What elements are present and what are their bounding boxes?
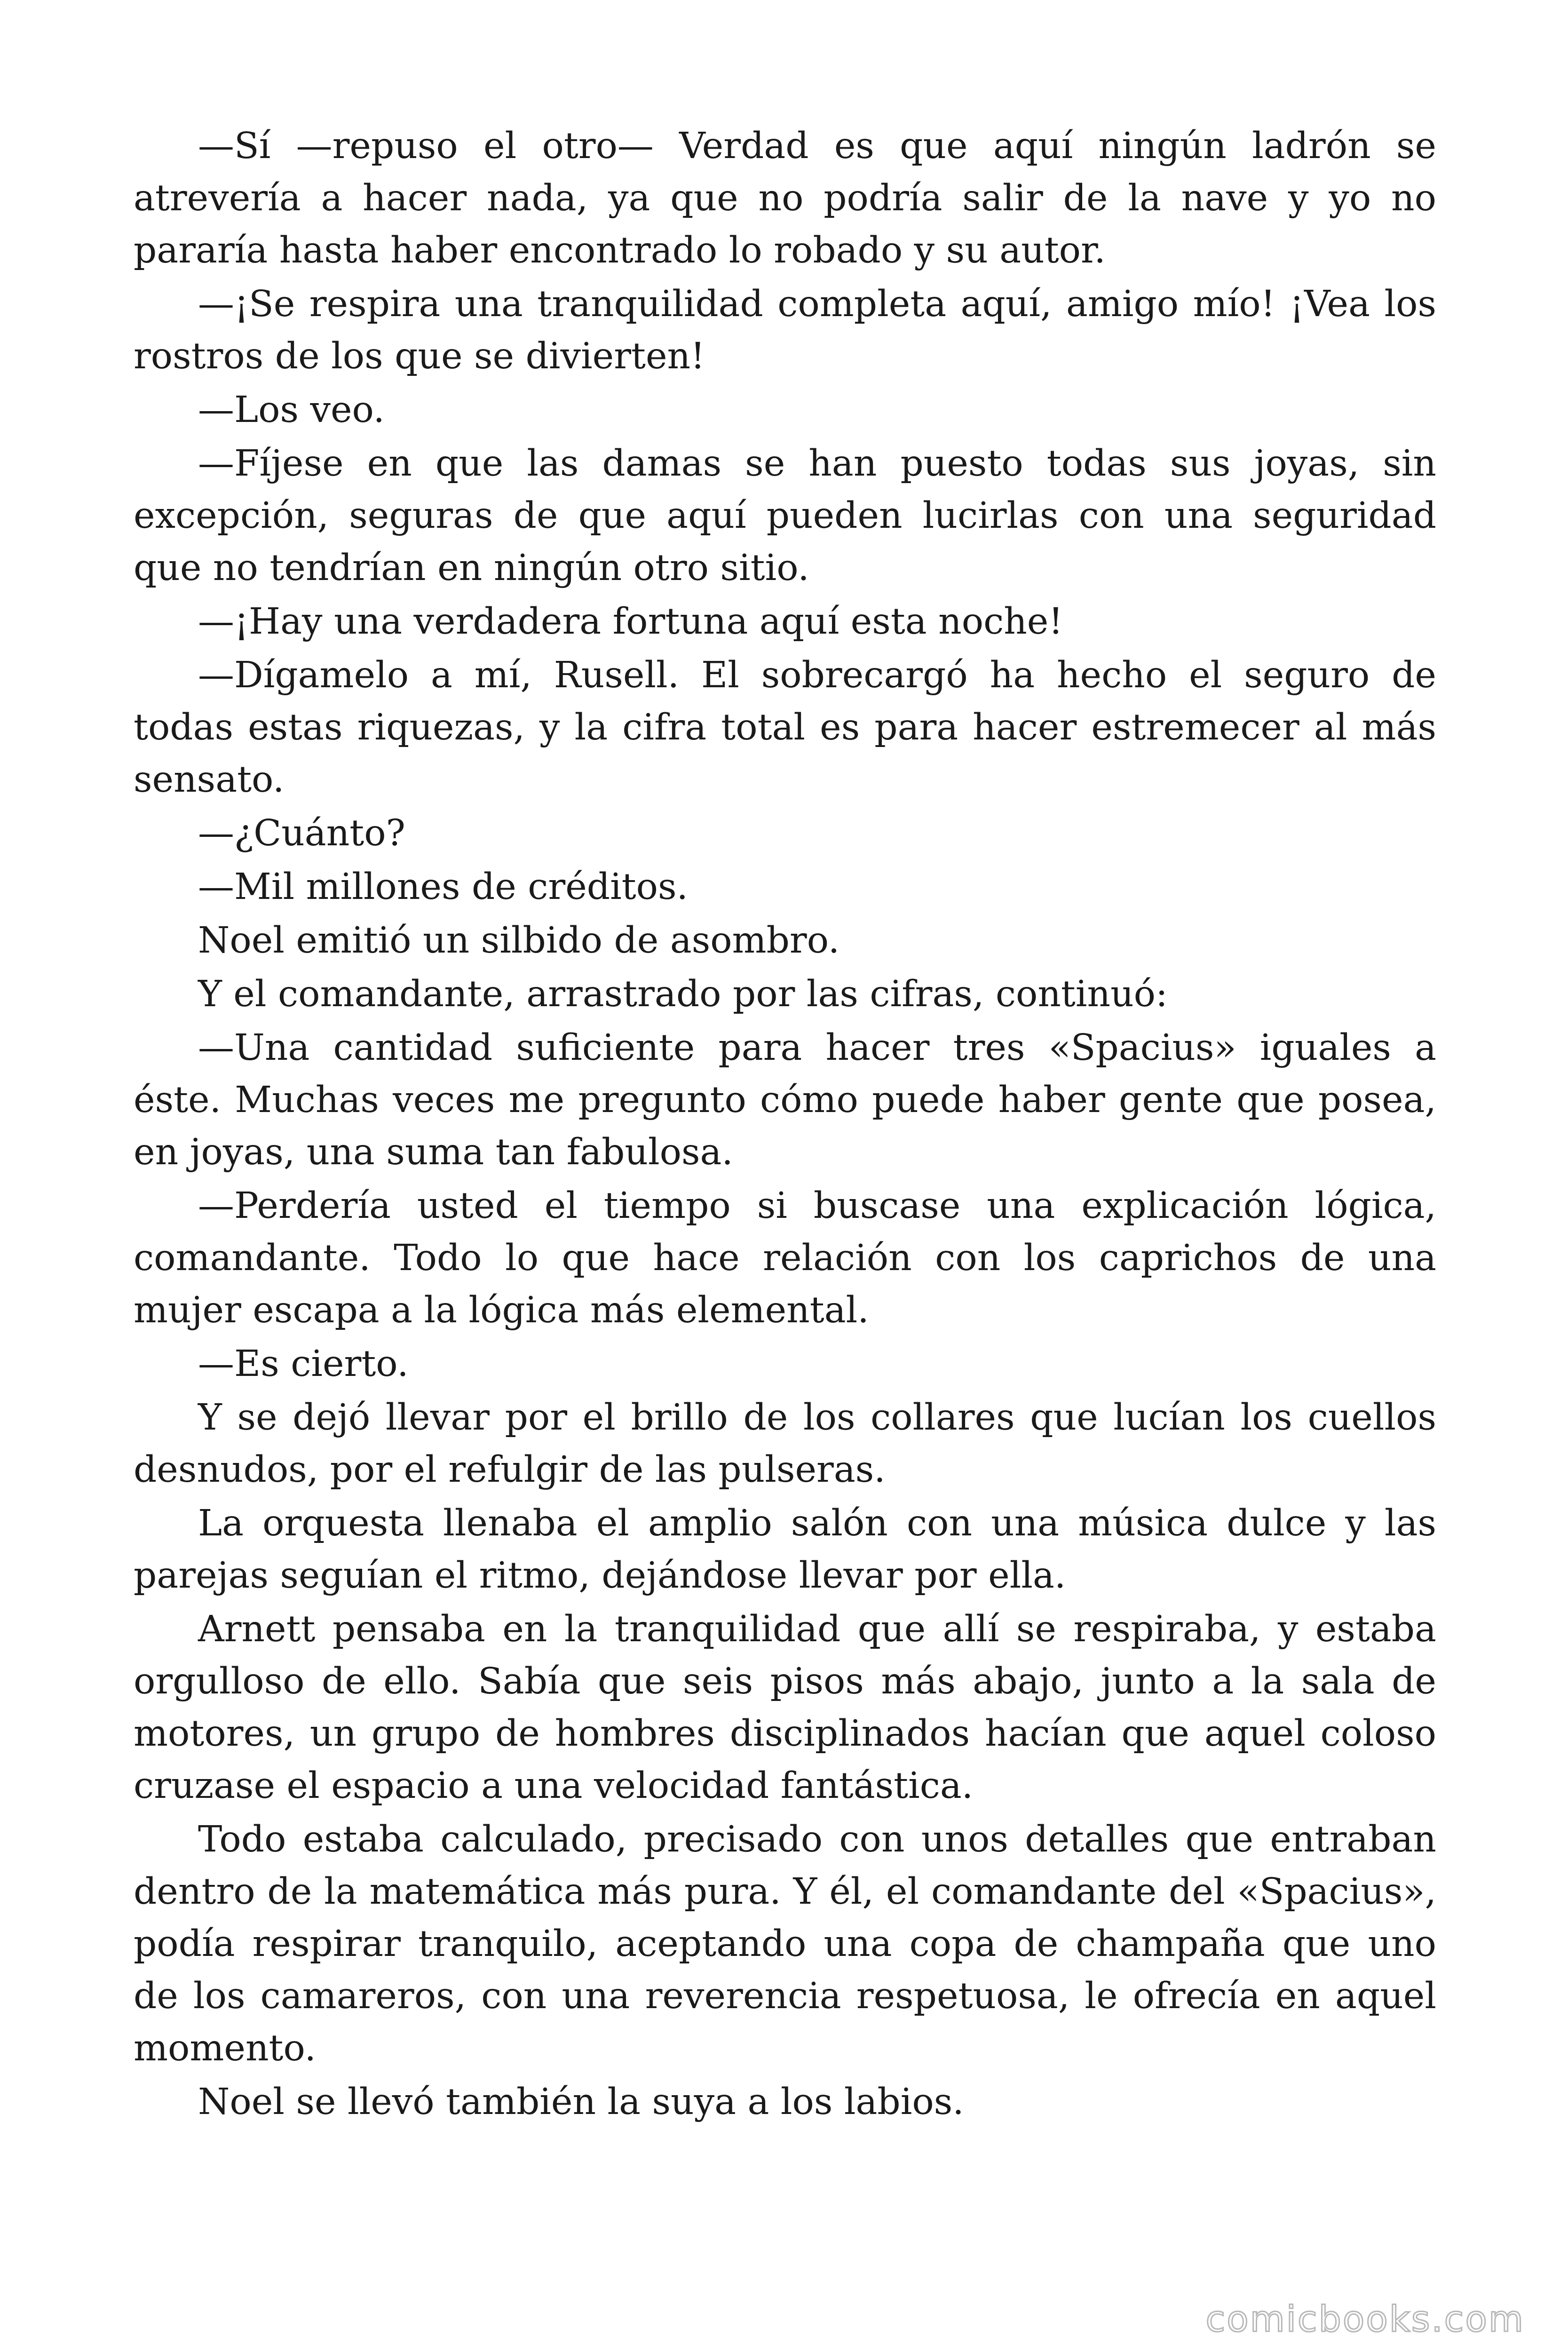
paragraph: —Una cantidad suficiente para hacer tres «Spacius» iguales a éste. Muchas veces me pregunto cómo puede haber gente que posea, en joyas, una suma tan fabulosa. — [134, 1027, 1436, 1173]
watermark: comicbooks.com — [1205, 2298, 1525, 2340]
paragraph: —Sí —repuso el otro— Verdad es que aquí ningún ladrón se atrevería a hacer nada, ya que no podría salir de la nave y yo no pararía hasta haber encontrado lo robado y su autor. — [134, 125, 1436, 271]
paragraph: —Fíjese en que las damas se han puesto todas sus joyas, sin excepción, seguras de que aquí pueden lucirlas con una seguridad que no tendrían en ningún otro sitio. — [134, 443, 1436, 589]
paragraph: —Es cierto. — [198, 1343, 409, 1385]
paragraph: Noel se llevó también la suya a los labios. — [198, 2081, 964, 2123]
paragraph: —Dígamelo a mí, Rusell. El sobrecargó ha hecho el seguro de todas estas riquezas, y la cifra total es para hacer estremecer al más sensato. — [134, 654, 1436, 801]
paragraph: Arnett pensaba en la tranquilidad que allí se respiraba, y estaba orgulloso de ello. Sabía que seis pisos más abajo, junto a la sala de motores, un grupo de hombres disciplinados hacían que aquel coloso cruzase el espacio a una velocidad fantástica. — [134, 1608, 1436, 1807]
paragraph: —¡Hay una verdadera fortuna aquí esta noche! — [198, 601, 1063, 643]
paragraph: —¡Se respira una tranquilidad completa aquí, amigo mío! ¡Vea los rostros de los que se divierten! — [134, 283, 1436, 377]
paragraph: Todo estaba calculado, precisado con unos detalles que entraban dentro de la matemática más pura. Y él, el comandante del «Spacius», podía respirar tranquilo, aceptando una copa de champaña que uno de los camareros, con una reverencia respetuosa, le ofrecía en aquel momento. — [134, 1819, 1436, 2069]
paragraph: Noel emitió un silbido de asombro. — [198, 920, 840, 961]
paragraph: —Los veo. — [198, 389, 385, 431]
paragraph: —¿Cuánto? — [198, 812, 405, 854]
paragraph: Y el comandante, arrastrado por las cifras, continuó: — [198, 973, 1168, 1015]
paragraph: La orquesta llenaba el amplio salón con una música dulce y las parejas seguían el ritmo, dejándose llevar por ella. — [134, 1502, 1436, 1597]
paragraph: —Perdería usted el tiempo si buscase una explicación lógica, comandante. Todo lo que hace relación con los caprichos de una mujer escapa a la lógica más elemental. — [134, 1185, 1436, 1331]
body-text — [134, 120, 1436, 2130]
paragraph: —Mil millones de créditos. — [198, 866, 689, 908]
paragraph: Y se dejó llevar por el brillo de los collares que lucían los cuellos desnudos, por el refulgir de las pulseras. — [134, 1397, 1436, 1491]
